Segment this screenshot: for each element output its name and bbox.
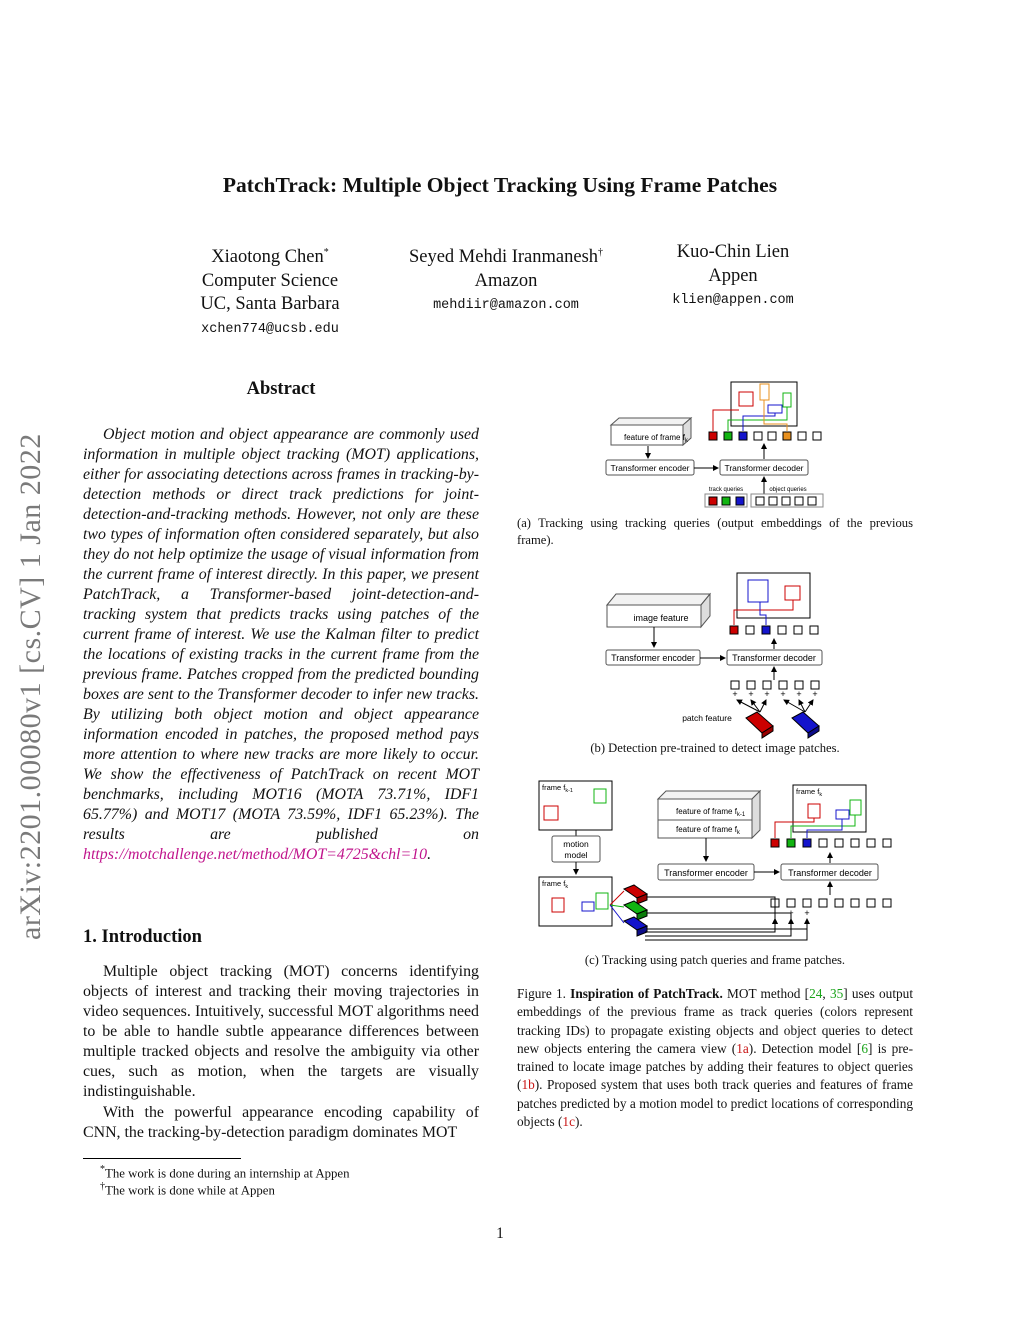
- motion-model-label-1: motion: [563, 839, 589, 849]
- feature-cur-label: feature of frame $f_k$: [676, 825, 740, 836]
- svg-text:+: +: [780, 689, 786, 699]
- object-queries-label: object queries: [769, 487, 807, 493]
- svg-text:+: +: [748, 689, 754, 699]
- author-email: klien@appen.com: [672, 293, 794, 308]
- image-feature-label: image feature: [633, 613, 689, 623]
- author-affiliation: Amazon: [474, 270, 538, 291]
- transformer-decoder-label: Transformer decoder: [788, 868, 872, 878]
- abstract-heading: Abstract: [246, 379, 316, 399]
- transformer-encoder-label: Transformer encoder: [664, 868, 748, 878]
- svg-text:+: +: [764, 689, 770, 699]
- author-affiliation: Computer Science: [201, 270, 339, 291]
- svg-text:+: +: [812, 689, 818, 699]
- intro-paragraph-2: With the powerful appearance encoding capability of CNN, the tracking-by-detection paradigm dominates MOT: [83, 1104, 479, 1141]
- transformer-encoder-label: Transformer encoder: [610, 463, 690, 473]
- footnote-rule: [83, 1158, 241, 1159]
- subfigure-c-caption: (c) Tracking using patch queries and frame patches.: [584, 953, 846, 967]
- section-heading-introduction: 1. Introduction: [83, 927, 202, 947]
- citation-link[interactable]: 6: [861, 1040, 868, 1056]
- intro-paragraph-1: Multiple object tracking (MOT) concerns identifying objects of interest and tracking their moving trajectories in video sequences. Intuitively, successful MOT algorithms need to be able to handle subtle appearance differences between multiple tracked objects and resolve the ambiguity via other cues, such as motion, when the targets are visually indistinguishable.: [83, 963, 479, 1100]
- figure-ref-link[interactable]: 1b: [521, 1077, 535, 1093]
- transformer-decoder-label: Transformer decoder: [724, 463, 804, 473]
- patch-feature-label: patch feature: [682, 713, 732, 723]
- footnote-1: *The work is done during an internship at Appen: [100, 1164, 350, 1181]
- author-name: Seyed Mehdi Iranmanesh: [408, 247, 599, 268]
- feature-block: [611, 418, 691, 445]
- subfigure-b-caption: (b) Detection pre-trained to detect image patches.: [590, 741, 840, 755]
- results-link[interactable]: https://motchallenge.net/method/MOT=4725&chl=10: [83, 846, 428, 863]
- feature-label: feature of frame $f_k$: [624, 433, 688, 444]
- paper-title: PatchTrack: Multiple Object Tracking Using Frame Patches: [222, 173, 778, 197]
- author-affiliation: UC, Santa Barbara: [200, 294, 340, 315]
- author-name: Xiaotong Chen: [211, 247, 324, 268]
- feature-stack: [658, 791, 760, 838]
- feature-prev-label: feature of frame $f_{k-1}$: [676, 807, 746, 818]
- svg-text:+: +: [788, 908, 794, 918]
- abstract-text: Object motion and object appearance are commonly used information in multiple object tracking (MOT) applications, either for associating detections across frames in tracking-by-detection methods or direct track predictions for joint-detection-and-tracking methods. However, not only are these two types of information often considered separately, but also they do not help optimize the usage of visual information from the current frame of interest directly. In this paper, we present PatchTrack, a Transformer-based joint-detection-and-tracking system that predicts tracks using patches of the current frame of interest. We use the Kalman filter to predict the locations of existing tracks in the current frame from the previous frame. Patches cropped from the predicted bounding boxes are sent to the Transformer decoder to infer new tracks. By utilizing both object motion and object appearance information encoded in patches, the proposed method pays more attention to where new tracks are more likely to occur. We show the effectiveness of PatchTrack on recent MOT benchmarks, including MOT16 (MOTA 73.71%, IDF1 65.77%) and MOT17 (MOTA 73.59%, IDF1 65.23%). The results are published on https://motchallenge.net/method/MOT=4725&chl=10.: [83, 426, 479, 863]
- page-number: 1: [496, 1225, 504, 1242]
- svg-text:+: +: [732, 689, 738, 699]
- citation-link[interactable]: 35: [829, 986, 844, 1001]
- transformer-decoder-label: Transformer decoder: [732, 653, 816, 663]
- subfigure-c: [539, 781, 891, 940]
- author-email: xchen774@ucsb.edu: [201, 321, 339, 337]
- frame-patches: [624, 885, 647, 936]
- patch-feature-blue: [792, 712, 819, 738]
- frame-prev-label: frame $f_{k-1}$: [542, 783, 573, 794]
- author-affiliation: Appen: [708, 265, 758, 286]
- subfigure-b: [606, 573, 822, 738]
- author-block-1: Xiaotong Chen* Computer Science UC, Santa Barbara xchen774@ucsb.edu: [180, 241, 360, 343]
- svg-text:+: +: [804, 908, 810, 918]
- svg-text:+: +: [796, 689, 802, 699]
- patch-feature-red: [746, 712, 773, 738]
- subfigure-a: [606, 382, 823, 507]
- motion-model-label-2: model: [564, 850, 588, 860]
- frame-cur-label: frame $f_k$: [542, 879, 569, 890]
- transformer-encoder-label: Transformer encoder: [611, 653, 695, 663]
- citation-link[interactable]: 24: [809, 986, 823, 1001]
- figure-ref-link[interactable]: 1c: [562, 1114, 575, 1130]
- figure-ref-link[interactable]: 1a: [736, 1040, 749, 1056]
- footnote-2: †The work is done while at Appen: [100, 1181, 275, 1198]
- author-email: mehdiir@amazon.com: [433, 298, 579, 314]
- frame-top-label: frame $f_k$: [796, 787, 823, 798]
- author-name: Kuo-Chin Lien: [676, 242, 790, 262]
- track-queries-label: track queries: [708, 487, 744, 493]
- arxiv-watermark: arXiv:2201.00080v1 [cs.CV] 1 Jan 2022: [14, 433, 47, 940]
- author-block-2: Seyed Mehdi Iranmanesh† Amazon mehdiir@amazon.com: [388, 241, 624, 319]
- figure-1-caption: Figure 1. Inspiration of PatchTrack. MOT method [24, 35] uses output embeddings of the previous frame as track queries (colors represent tracking IDs) to propagate existing objects and object queries to detect new objects entering the camera view (1a). Detection model [6] is pre-trained to locate image patches by adding their features to object queries (1b). Proposed system that uses both track queries and features of frame patches predicted by a motion model to predict locations of corresponding objects (1c).: [517, 986, 914, 1130]
- author-block-3: [650, 241, 816, 314]
- image-feature-block: [607, 594, 710, 627]
- subfigure-a-caption: (a) Tracking using tracking queries (output embeddings of the previous frame).: [517, 516, 913, 547]
- svg-text:+: +: [772, 908, 778, 918]
- figure-1-diagram: [500, 370, 930, 970]
